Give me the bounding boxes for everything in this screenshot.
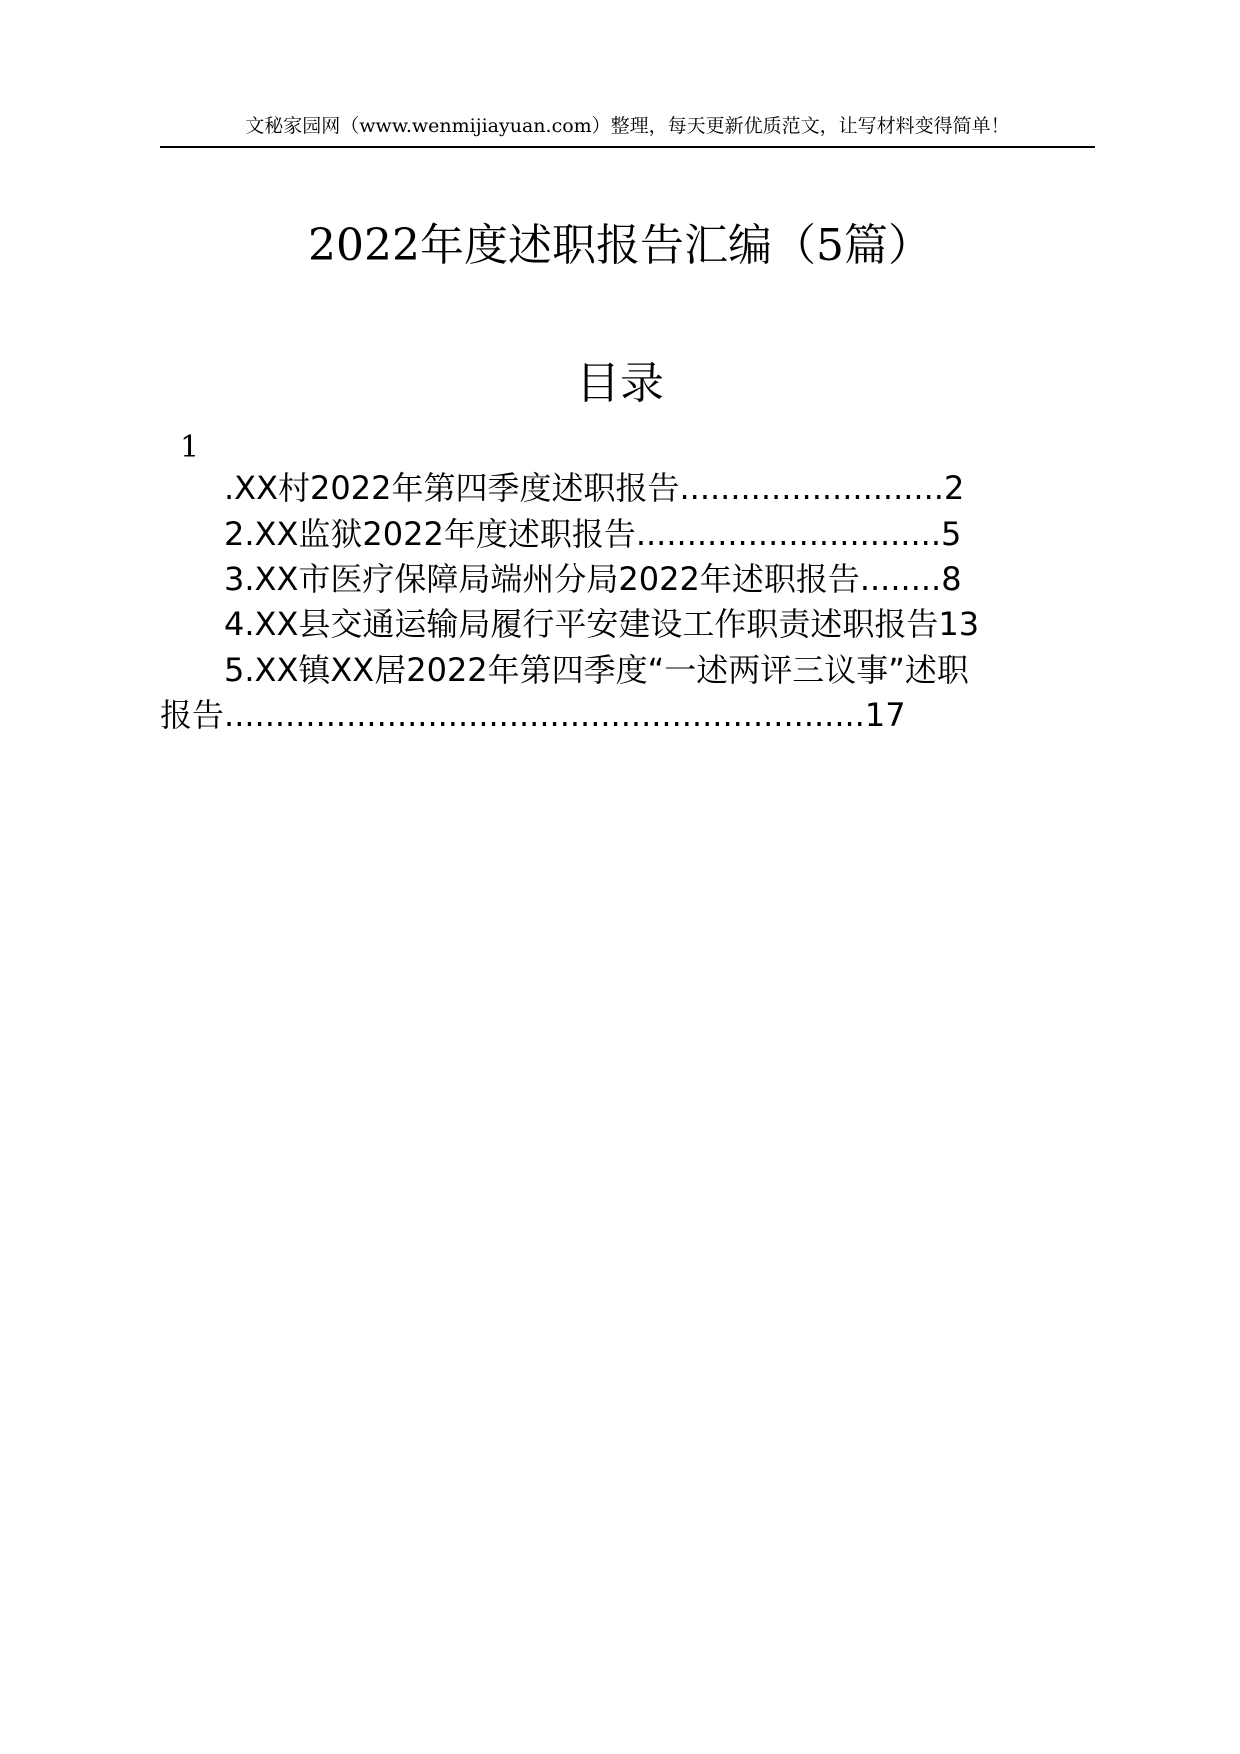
toc-heading: 目录 [576,358,664,409]
toc-entry-title: 2.XX监狱2022年度述职报告 [224,515,636,553]
toc-entry[interactable] [224,602,979,647]
toc-leader-dots: ............................................................... [224,696,865,734]
toc-entry-title: 5.XX镇XX居2022年第四季度“一述两评三议事”述职 [224,651,969,689]
toc-entry-continuation[interactable] [160,693,906,738]
document-title: 2022年度述职报告汇编（5篇） [308,220,932,271]
toc-entry-page: 5 [940,515,962,553]
toc-stray-number: 1 [180,430,200,465]
toc-entry[interactable] [224,557,962,602]
toc-leader-dots: ........ [859,560,942,598]
toc-entry-page: 13 [938,605,980,643]
header-divider [160,146,1095,148]
toc-entry-page: 17 [864,696,906,734]
toc-entry-title: 3.XX市医疗保障局端州分局2022年述职报告 [224,560,860,598]
toc-entry[interactable] [224,512,961,557]
toc-entry[interactable] [224,648,969,693]
toc-entry-title: .XX村2022年第四季度述职报告 [224,469,680,507]
toc-entry-page: 2 [943,469,965,507]
toc-leader-dots: .............................. [635,515,941,553]
toc-entry[interactable] [224,466,964,511]
toc-leader-dots: .......................... [679,469,944,507]
toc-entry-title-cont: 报告 [160,696,225,734]
toc-entry-page: 8 [941,560,962,598]
toc-entry-title: 4.XX县交通运输局履行平安建设工作职责述职报告 [224,605,939,643]
page-header-text: 文秘家园网（www.wenmijiayuan.com）整理，每天更新优质范文，让写材料变得简单！ [245,115,1010,137]
